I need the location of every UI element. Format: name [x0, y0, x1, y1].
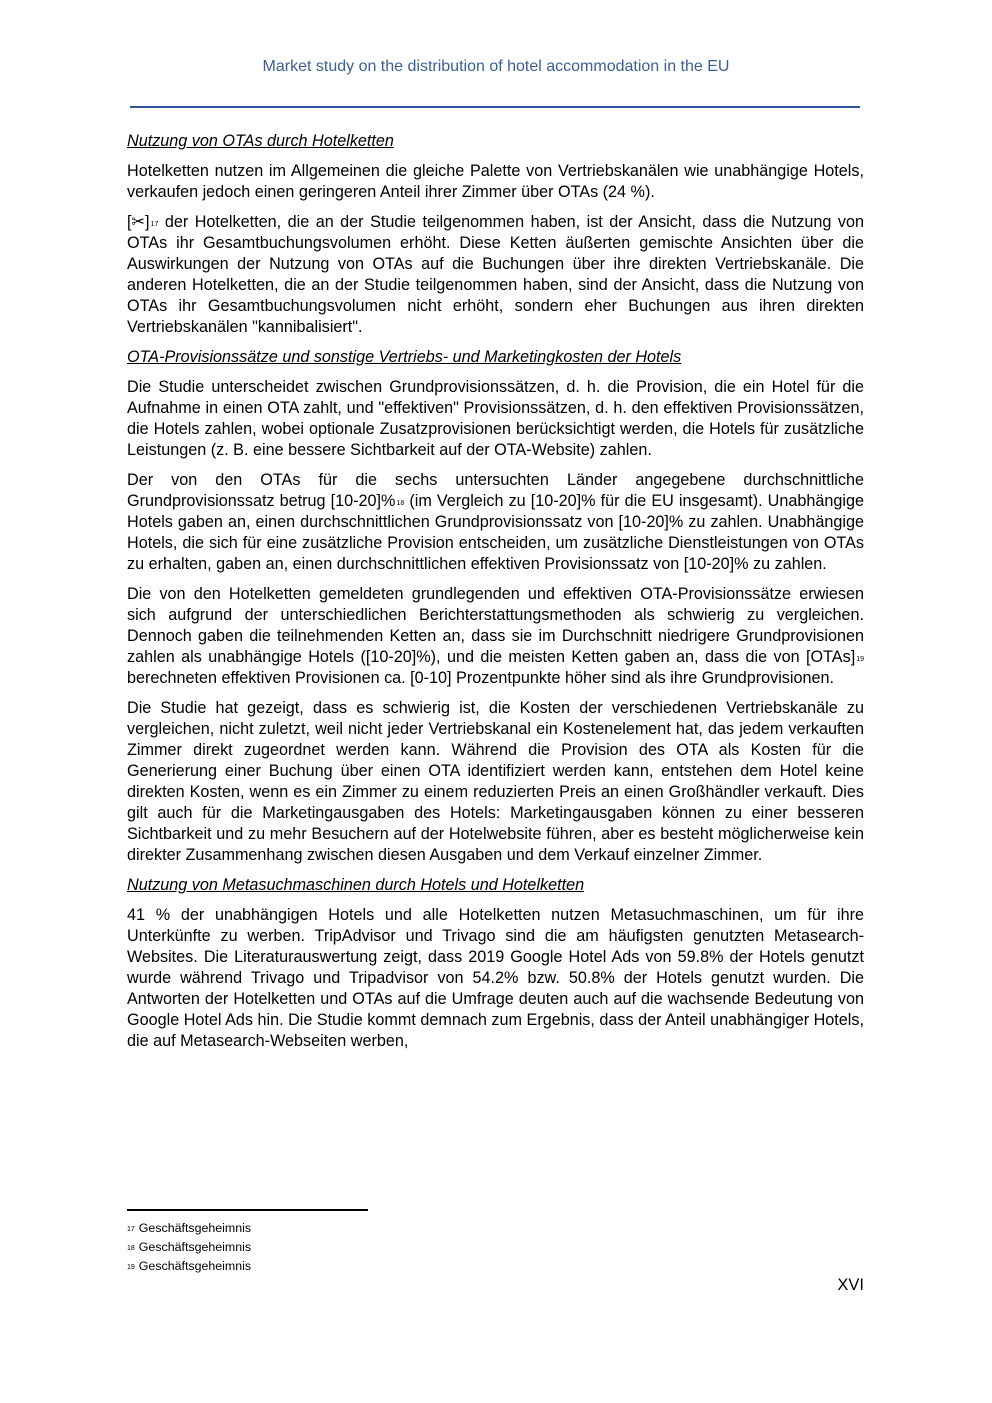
page-header-title: Market study on the distribution of hotel accommodation in the EU — [262, 58, 730, 75]
footnote-number: 19 — [127, 1264, 135, 1271]
footnote-text: Geschäftsgeheimnis — [138, 1259, 252, 1273]
paragraph-1: Hotelketten nutzen im Allgemeinen die gleiche Palette von Vertriebskanälen wie unabhängige Hotels, verkaufen jedoch einen geringeren Anteil ihrer Zimmer über OTAs (24 %). — [127, 162, 864, 201]
paragraph-2-text: der Hotelketten, die an der Studie teilgenommen haben, ist der Ansicht, dass die Nutzung von OTAs ihr Gesamtbuchungsvolumen erhöht. Diese Ketten äußerten gemischte Ansichten über die Auswirkungen der Nutzung von OTAs auf die Buchungen über ihre direkten Vertriebskanäle. Die anderen Hotelketten, die an der Studie teilgenommen haben, sind der Ansicht, dass die Nutzung von OTAs ihr Gesamtbuchungsvolumen nicht erhöht, sondern eher Buchungen aus ihren direkten Vertriebskanälen "kannibalisiert". — [127, 213, 864, 336]
footnote-ref-18[interactable]: 18 — [396, 500, 405, 507]
paragraph-5-text-b: berechneten effektiven Provisionen ca. [0-10] Prozentpunkte höher sind als ihre Grundprovisionen. — [127, 669, 834, 687]
header-divider — [130, 106, 860, 108]
paragraph-4 — [127, 470, 864, 575]
page-number: XVI — [837, 1276, 864, 1294]
footnote-17 — [127, 1219, 251, 1238]
section-heading-ota-usage: Nutzung von OTAs durch Hotelketten — [127, 132, 394, 150]
footnote-text: Geschäftsgeheimnis — [138, 1221, 252, 1235]
footnote-19 — [127, 1257, 251, 1276]
main-content — [127, 131, 864, 1061]
paragraph-6: Die Studie hat gezeigt, dass es schwierig ist, die Kosten der verschiedenen Vertriebskanäle zu vergleichen, nicht zuletzt, weil nicht jeder Vertriebskanal ein Kostenelement hat, das jedem verkauften Zimmer direkt zugeordnet werden kann. Während die Provision des OTA als Kosten für die Generierung einer Buchung über einen OTA identifiziert werden kann, entstehen dem Hotel keine direkten Kosten, wenn es ein Zimmer zu einem reduzierten Preis an einen Großhändler verkauft. Dies gilt auch für die Marketingausgaben des Hotels: Marketingausgaben können zu einer besseren Sichtbarkeit und zu mehr Besuchern auf der Hotelwebsite führen, aber es besteht möglicherweise kein direkter Zusammenhang zwischen diesen Ausgaben und dem Verkauf einzelner Zimmer. — [127, 699, 864, 864]
paragraph-7: 41 % der unabhängigen Hotels und alle Hotelketten nutzen Metasuchmaschinen, um für ihre Unterkünfte zu werben. TripAdvisor und Trivago sind die am häufigsten genutzten Metasearch-Websites. Die Literaturauswertung zeigt, dass 2019 Google Hotel Ads von 59.8% der Hotels genutzt wurde während Trivago und Tripadvisor von 54.2% bzw. 50.8% der Hotels genutzt wurden. Die Antworten der Hotelketten und OTAs auf die Umfrage deuten auch auf die wachsende Bedeutung von Google Hotel Ads hin. Die Studie kommt demnach zum Ergebnis, dass der Anteil unabhängiger Hotels, die auf Metasearch-Webseiten werben, — [127, 906, 864, 1050]
footnote-number: 18 — [127, 1245, 135, 1252]
section-heading-commission-rates: OTA-Provisionssätze und sonstige Vertriebs- und Marketingkosten der Hotels — [127, 348, 682, 366]
footnote-ref-17[interactable]: 17 — [150, 221, 159, 228]
paragraph-2 — [127, 212, 864, 338]
footnotes — [127, 1219, 251, 1276]
footnote-number: 17 — [127, 1226, 135, 1233]
paragraph-4-text-a: Der von den OTAs für die sechs untersuchten Länder angegebene durchschnittliche Grundprovisionssatz betrug [10-20]% — [127, 471, 864, 510]
paragraph-3: Die Studie unterscheidet zwischen Grundprovisionssätzen, d. h. die Provision, die ein Hotel für die Aufnahme in einen OTA zahlt, und "effektiven" Provisionssätzen, d. h. den effektiven Provisionssätzen, die Hotels zahlen, wobei optionale Zusatzprovisionen berücksichtigt werden, die Hotels für zusätzliche Leistungen (z. B. eine bessere Sichtbarkeit auf der OTA-Website) zahlen. — [127, 378, 864, 459]
paragraph-5 — [127, 584, 864, 689]
redaction-mark: [✂] — [127, 213, 150, 231]
paragraph-4-text-b: (im Vergleich zu [10-20]% für die EU insgesamt). Unabhängige Hotels gaben an, einen durchschnittlichen Grundprovisionssatz von [10-20]% zu zahlen. Unabhängige Hotels, die sich für eine zusätzliche Provision entscheiden, um zusätzliche Dienstleistungen von OTAs zu erhalten, gaben an, einen durchschnittlichen effektiven Provisionssatz von [10-20]% zu zahlen. — [127, 492, 864, 573]
footnote-ref-19[interactable]: 19 — [856, 656, 864, 663]
section-heading-metasearch: Nutzung von Metasuchmaschinen durch Hotels und Hotelketten — [127, 876, 585, 894]
paragraph-5-text-a: Die von den Hotelketten gemeldeten grundlegenden und effektiven OTA-Provisionssätze erwiesen sich aufgrund der unterschiedlichen Berichterstattungsmethoden als schwierig zu vergleichen. Dennoch gaben die teilnehmenden Ketten an, dass sie im Durchschnitt niedrigere Grundprovisionen zahlen als unabhängige Hotels ([10-20]%), und die meisten Ketten gaben an, dass die von [OTAs] — [127, 585, 864, 666]
footnote-text: Geschäftsgeheimnis — [138, 1240, 252, 1254]
footnote-18 — [127, 1238, 251, 1257]
footnote-divider — [127, 1209, 368, 1211]
